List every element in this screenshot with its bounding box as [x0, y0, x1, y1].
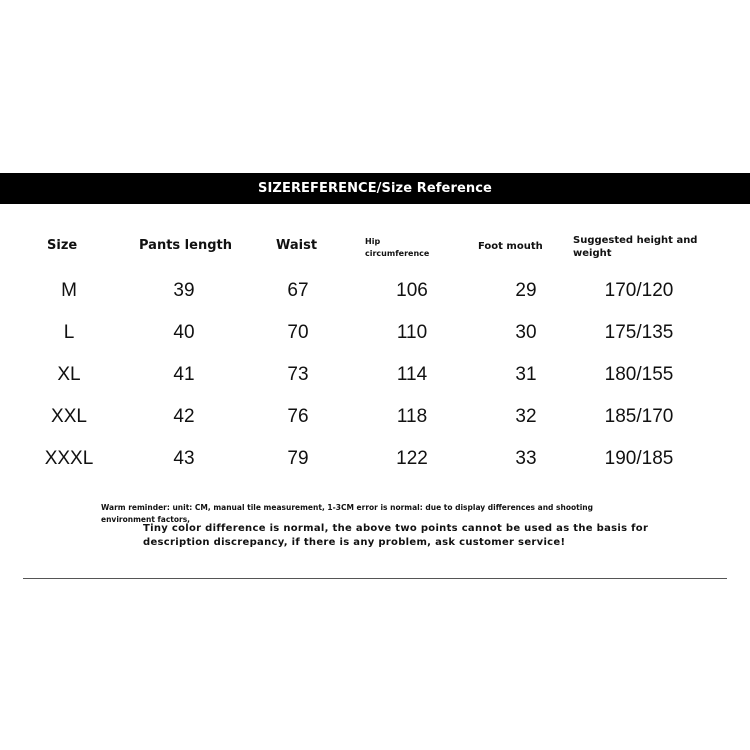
table-cell-hip: 114 [396, 364, 428, 385]
header-foot-mouth: Foot mouth [478, 241, 543, 252]
bottom-divider [23, 578, 727, 579]
table-cell-height-weight: 175/135 [604, 322, 674, 343]
table-cell-waist: 76 [287, 406, 309, 427]
table-cell-foot-mouth: 31 [515, 364, 537, 385]
table-cell-hip: 106 [396, 280, 428, 301]
header-waist: Waist [276, 238, 318, 253]
table-cell-height-weight: 185/170 [604, 406, 674, 427]
table-cell-size: L [63, 322, 75, 343]
table-cell-size: XXL [51, 406, 87, 427]
table-cell-height-weight: 180/155 [604, 364, 674, 385]
table-cell-hip: 110 [396, 322, 428, 343]
table-cell-pants-length: 43 [173, 448, 195, 469]
table-cell-waist: 70 [287, 322, 309, 343]
table-cell-foot-mouth: 29 [515, 280, 537, 301]
color-difference-note: Tiny color difference is normal, the above two points cannot be used as the basis for description discrepancy, if there is any problem, ask customer service! [143, 523, 649, 548]
table-cell-hip: 118 [396, 406, 428, 427]
table-cell-size: M [61, 280, 77, 301]
table-cell-waist: 73 [287, 364, 309, 385]
header-hip-circumference: Hip circumference [365, 237, 430, 258]
table-cell-size: XL [57, 364, 81, 385]
table-cell-foot-mouth: 32 [515, 406, 537, 427]
table-cell-pants-length: 40 [173, 322, 195, 343]
title-banner [0, 173, 750, 204]
table-cell-pants-length: 41 [173, 364, 195, 385]
table-cell-height-weight: 190/185 [604, 448, 674, 469]
table-cell-foot-mouth: 33 [515, 448, 537, 469]
table-cell-waist: 67 [287, 280, 309, 301]
table-cell-pants-length: 39 [173, 280, 195, 301]
warm-reminder-note: Warm reminder: unit: CM, manual tile measurement, 1-3CM error is normal: due to display differences and shooting environment factors, [101, 503, 593, 524]
table-cell-hip: 122 [396, 448, 428, 469]
table-cell-pants-length: 42 [173, 406, 195, 427]
header-pants-length: Pants length [139, 238, 232, 253]
header-size: Size [47, 238, 78, 253]
table-cell-waist: 79 [287, 448, 309, 469]
table-cell-height-weight: 170/120 [604, 280, 674, 301]
table-cell-size: XXXL [44, 448, 94, 469]
header-suggested-height-weight: Suggested height and weight [573, 235, 698, 259]
banner-title: SIZEREFERENCE/Size Reference [258, 181, 492, 196]
table-cell-foot-mouth: 30 [515, 322, 537, 343]
